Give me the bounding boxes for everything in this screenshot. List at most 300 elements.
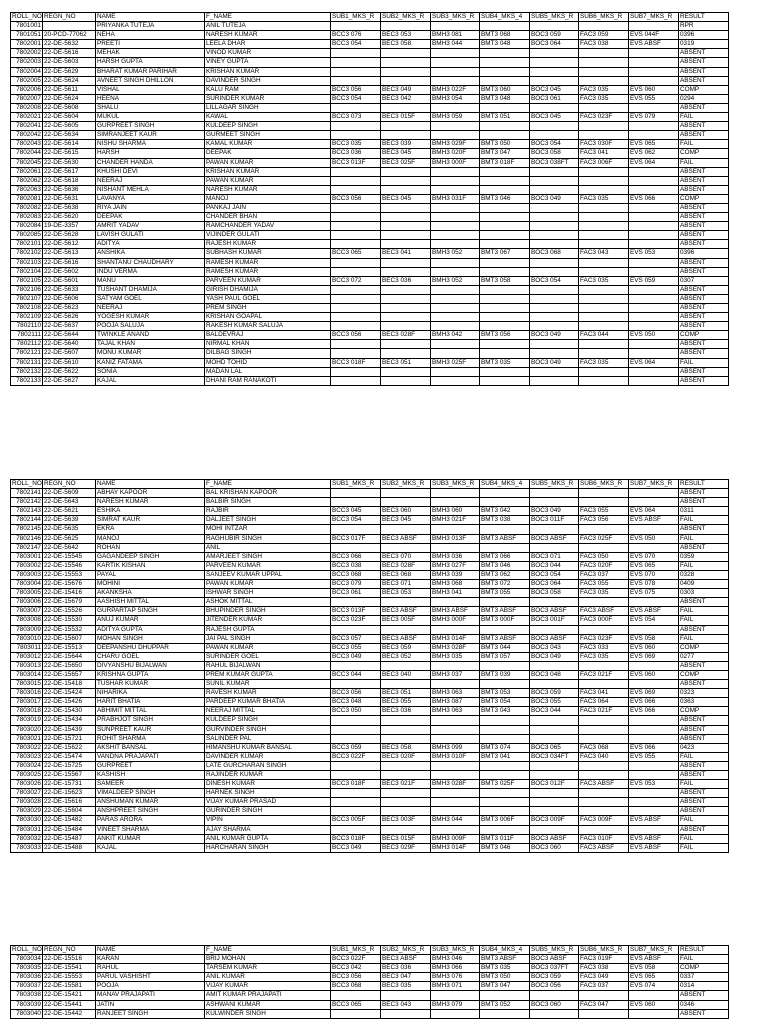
cell-sub5: BOC3 064: [530, 40, 579, 49]
table-row: [11, 670, 729, 679]
cell-sub5: BOC3 058: [530, 589, 579, 598]
cell-sub2: [381, 313, 431, 322]
cell-sub1: [331, 203, 381, 212]
cell-sub7: EVS 066: [629, 707, 679, 716]
cell-sub4: [480, 625, 530, 634]
cell-sub5: [530, 131, 579, 140]
cell-roll-no: 7803022: [11, 743, 43, 752]
cell-sub2: [381, 376, 431, 385]
table-row: [11, 982, 729, 991]
cell-name: AKANKSHA: [96, 589, 205, 598]
cell-regn-no: 22-DE-15442: [43, 1009, 96, 1018]
cell-roll-no: 7802041: [11, 122, 43, 131]
header-sub3: SUB3_MKS_R: [431, 946, 480, 955]
cell-sub2: [381, 680, 431, 689]
cell-f-name: AJAY SHARMA: [205, 825, 331, 834]
cell-sub1: [331, 789, 381, 798]
table-row: [11, 991, 729, 1000]
cell-f-name: HARCHARAN SINGH: [205, 843, 331, 852]
cell-sub4: BMT3 042: [480, 507, 530, 516]
cell-sub2: [381, 131, 431, 140]
cell-name: NEERAJ: [96, 304, 205, 313]
cell-result: ABSENT: [679, 213, 729, 222]
cell-sub4: BMT3 053: [480, 689, 530, 698]
cell-name: KHUSHI DEVI: [96, 167, 205, 176]
cell-sub4: [480, 761, 530, 770]
cell-sub7: [629, 789, 679, 798]
cell-regn-no: [43, 22, 96, 31]
cell-sub2: BEC3 051: [381, 358, 431, 367]
header-sub5: SUB5_MKS_R: [530, 946, 579, 955]
cell-sub2: BEC3 045: [381, 516, 431, 525]
cell-sub7: EVS 064: [629, 507, 679, 516]
cell-sub7: EVS ABSF: [629, 816, 679, 825]
header-sub1: SUB1_MKS_R: [331, 480, 381, 489]
cell-sub3: [431, 349, 480, 358]
cell-sub6: [579, 525, 629, 534]
cell-f-name: JITENDER KUMAR: [205, 616, 331, 625]
cell-roll-no: 7802145: [11, 525, 43, 534]
cell-sub6: [579, 258, 629, 267]
header-sub3: SUB3_MKS_R: [431, 480, 480, 489]
cell-sub5: [530, 825, 579, 834]
cell-sub1: BCC3 079: [331, 580, 381, 589]
cell-name: TWINKLE ANAND: [96, 331, 205, 340]
cell-sub4: [480, 680, 530, 689]
cell-sub1: [331, 176, 381, 185]
cell-sub5: BOC3 068: [530, 249, 579, 258]
cell-f-name: HARNEK SINGH: [205, 789, 331, 798]
cell-sub1: BCC3 017F: [331, 534, 381, 543]
cell-f-name: ISHWAR SINGH: [205, 589, 331, 598]
cell-roll-no: 7802104: [11, 267, 43, 276]
cell-sub6: [579, 103, 629, 112]
cell-sub2: [381, 231, 431, 240]
cell-roll-no: 7803013: [11, 661, 43, 670]
cell-sub1: [331, 222, 381, 231]
header-f-name: F_NAME: [205, 480, 331, 489]
cell-sub4: [480, 231, 530, 240]
table-row: [11, 76, 729, 85]
cell-regn-no: 22-DE-5604: [43, 113, 96, 122]
cell-name: KAJAL: [96, 376, 205, 385]
cell-result: FAIL: [679, 516, 729, 525]
cell-sub6: FAC3 064: [579, 698, 629, 707]
cell-sub1: [331, 825, 381, 834]
cell-result: FAIL: [679, 113, 729, 122]
cell-sub7: EVS ABSF: [629, 955, 679, 964]
cell-result: 0363: [679, 698, 729, 707]
cell-sub5: [530, 222, 579, 231]
cell-sub3: BMH3 041: [431, 589, 480, 598]
cell-sub5: [530, 76, 579, 85]
table-row: [11, 973, 729, 982]
cell-sub2: [381, 22, 431, 31]
cell-sub4: [480, 240, 530, 249]
cell-sub3: [431, 725, 480, 734]
cell-result: FAIL: [679, 158, 729, 167]
cell-sub4: BMT3 ABSF: [480, 607, 530, 616]
header-result: RESULT: [679, 13, 729, 22]
cell-regn-no: 20-PCD-77062: [43, 31, 96, 40]
cell-sub1: [331, 285, 381, 294]
cell-sub2: BEC3 068: [381, 570, 431, 579]
cell-roll-no: 7803037: [11, 982, 43, 991]
table-row: [11, 322, 729, 331]
cell-sub4: [480, 213, 530, 222]
cell-sub6: [579, 661, 629, 670]
cell-sub4: [480, 349, 530, 358]
cell-sub5: BOC3 064: [530, 580, 579, 589]
table-row: [11, 964, 729, 973]
cell-sub4: [480, 304, 530, 313]
cell-sub5: BOC3 060: [530, 1000, 579, 1009]
cell-regn-no: 22-DE-15424: [43, 689, 96, 698]
cell-sub4: [480, 22, 530, 31]
cell-name: VINEET SHARMA: [96, 825, 205, 834]
cell-f-name: NIRMAL KHAN: [205, 340, 331, 349]
cell-name: VANDNA PRAJAPATI: [96, 752, 205, 761]
cell-sub2: BEC3 045: [381, 149, 431, 158]
cell-result: FAIL: [679, 634, 729, 643]
cell-sub6: [579, 67, 629, 76]
cell-name: GAGANDEEP SINGH: [96, 552, 205, 561]
cell-sub1: BCC3 056: [331, 331, 381, 340]
cell-sub3: BMH3 052: [431, 249, 480, 258]
cell-regn-no: 22-DE-15418: [43, 680, 96, 689]
cell-result: COMP: [679, 964, 729, 973]
cell-roll-no: 7803027: [11, 789, 43, 798]
cell-f-name: KRISHAN KUMAR: [205, 67, 331, 76]
cell-sub1: BCC3 059: [331, 743, 381, 752]
cell-name: RIYA JAIN: [96, 203, 205, 212]
cell-sub7: EVS 059: [629, 276, 679, 285]
cell-sub3: BMH3 046: [431, 955, 480, 964]
cell-regn-no: 22-DE-5630: [43, 158, 96, 167]
cell-sub6: [579, 1009, 629, 1018]
cell-sub6: [579, 798, 629, 807]
cell-sub2: [381, 367, 431, 376]
cell-sub4: [480, 725, 530, 734]
cell-name: RANJEET SINGH: [96, 1009, 205, 1018]
table-row: [11, 304, 729, 313]
cell-sub7: [629, 680, 679, 689]
cell-sub4: BMT3 068: [480, 31, 530, 40]
cell-sub5: BOC3 055: [530, 698, 579, 707]
cell-sub4: BMT3 041: [480, 752, 530, 761]
cell-sub6: [579, 498, 629, 507]
cell-sub7: EVS 050: [629, 331, 679, 340]
cell-regn-no: 22-DE-15434: [43, 716, 96, 725]
cell-sub3: [431, 807, 480, 816]
cell-regn-no: 22-DE-5620: [43, 213, 96, 222]
cell-regn-no: 22-DE-5602: [43, 267, 96, 276]
cell-sub5: [530, 367, 579, 376]
cell-sub4: [480, 131, 530, 140]
cell-sub7: EVS 064: [629, 358, 679, 367]
cell-sub4: [480, 322, 530, 331]
cell-sub3: BMH3 081: [431, 31, 480, 40]
header-sub7: SUB7_MKS_R: [629, 480, 679, 489]
cell-sub6: FAC3 038: [579, 964, 629, 973]
cell-sub5: BOC3 044: [530, 707, 579, 716]
table-row: [11, 752, 729, 761]
cell-sub4: BMT3 043: [480, 707, 530, 716]
cell-sub2: BEC3 055: [381, 698, 431, 707]
cell-sub2: [381, 222, 431, 231]
result-table-2: [10, 479, 729, 853]
cell-sub5: [530, 213, 579, 222]
cell-sub1: BCC3 022F: [331, 752, 381, 761]
cell-sub4: [480, 185, 530, 194]
cell-result: ABSENT: [679, 807, 729, 816]
cell-regn-no: 22-DE-15426: [43, 698, 96, 707]
cell-sub6: [579, 22, 629, 31]
cell-sub3: BMH3 010F: [431, 752, 480, 761]
cell-sub4: [480, 825, 530, 834]
cell-sub6: [579, 240, 629, 249]
cell-sub7: [629, 543, 679, 552]
cell-result: ABSENT: [679, 122, 729, 131]
cell-sub1: [331, 167, 381, 176]
cell-sub2: BEC3 053: [381, 31, 431, 40]
table-header-row: [11, 480, 729, 489]
cell-sub3: BMH3 052: [431, 276, 480, 285]
cell-sub7: [629, 498, 679, 507]
cell-sub3: [431, 498, 480, 507]
table-row: [11, 734, 729, 743]
cell-sub5: BOC3 045: [530, 113, 579, 122]
header-sub6: SUB6_MKS_R: [579, 946, 629, 955]
cell-f-name: SUBHASH KUMAR: [205, 249, 331, 258]
cell-sub6: FAC3 043: [579, 249, 629, 258]
cell-name: KANIZ FATAMA: [96, 358, 205, 367]
cell-sub5: BOC3 059: [530, 689, 579, 698]
cell-result: FAIL: [679, 607, 729, 616]
table-row: [11, 634, 729, 643]
cell-sub6: FAC3 037: [579, 570, 629, 579]
cell-sub6: [579, 543, 629, 552]
cell-f-name: BHUPINDER SINGH: [205, 607, 331, 616]
table-row: [11, 213, 729, 222]
cell-sub1: [331, 122, 381, 131]
cell-sub1: [331, 498, 381, 507]
cell-roll-no: 7803014: [11, 670, 43, 679]
cell-sub2: [381, 258, 431, 267]
cell-name: MONU KUMAR: [96, 349, 205, 358]
cell-sub6: [579, 825, 629, 834]
cell-sub6: [579, 313, 629, 322]
cell-sub6: [579, 349, 629, 358]
header-sub5: SUB5_MKS_R: [530, 480, 579, 489]
table-row: [11, 249, 729, 258]
cell-result: FAIL: [679, 140, 729, 149]
cell-regn-no: 22-DE-5625: [43, 534, 96, 543]
cell-sub1: BCC3 038: [331, 561, 381, 570]
cell-roll-no: 7802143: [11, 507, 43, 516]
cell-sub4: [480, 798, 530, 807]
cell-sub5: BOC3 054: [530, 140, 579, 149]
cell-name: ADITYA GUPTA: [96, 625, 205, 634]
cell-sub5: BOC3 ABSF: [530, 834, 579, 843]
cell-f-name: DAVINDER KUMAR: [205, 752, 331, 761]
cell-roll-no: 7802101: [11, 240, 43, 249]
cell-sub6: [579, 716, 629, 725]
cell-sub2: [381, 498, 431, 507]
cell-sub3: BMH3 054: [431, 94, 480, 103]
cell-sub5: [530, 376, 579, 385]
cell-roll-no: 7803011: [11, 643, 43, 652]
cell-sub3: BMH3 020F: [431, 149, 480, 158]
table-row: [11, 680, 729, 689]
cell-sub2: [381, 991, 431, 1000]
cell-sub2: [381, 213, 431, 222]
cell-sub3: BMH3 099: [431, 743, 480, 752]
cell-f-name: KAWAL: [205, 113, 331, 122]
cell-roll-no: 7803023: [11, 752, 43, 761]
cell-sub7: EVS ABSF: [629, 516, 679, 525]
cell-roll-no: 7802021: [11, 113, 43, 122]
cell-regn-no: 22-DE-5639: [43, 516, 96, 525]
cell-sub7: EVS 053: [629, 249, 679, 258]
cell-sub7: [629, 167, 679, 176]
table-row: [11, 652, 729, 661]
cell-sub5: [530, 525, 579, 534]
cell-sub2: BEC3 003F: [381, 816, 431, 825]
cell-sub7: [629, 1009, 679, 1018]
cell-name: GURPREET SINGH: [96, 122, 205, 131]
cell-sub1: [331, 367, 381, 376]
cell-sub3: [431, 22, 480, 31]
cell-sub3: [431, 231, 480, 240]
cell-name: GURPARTAP SINGH: [96, 607, 205, 616]
table-row: [11, 616, 729, 625]
cell-f-name: ANIL KUMAR: [205, 973, 331, 982]
cell-sub3: [431, 285, 480, 294]
cell-regn-no: 22-DE-15545: [43, 552, 96, 561]
cell-result: ABSENT: [679, 294, 729, 303]
cell-regn-no: 22-DE-15487: [43, 834, 96, 843]
cell-sub4: BMT3 048: [480, 40, 530, 49]
header-regn-no: REGN_NO: [43, 480, 96, 489]
cell-sub7: EVS 058: [629, 964, 679, 973]
table-row: [11, 222, 729, 231]
cell-sub1: BCC3 056: [331, 194, 381, 203]
cell-sub5: [530, 340, 579, 349]
cell-roll-no: 7802142: [11, 498, 43, 507]
header-sub7: SUB7_MKS_R: [629, 946, 679, 955]
cell-sub7: [629, 761, 679, 770]
cell-sub3: BMH3 025F: [431, 358, 480, 367]
cell-sub4: BMT3 066: [480, 552, 530, 561]
cell-f-name: RAJESH GUPTA: [205, 625, 331, 634]
cell-name: AKSHIT BANSAL: [96, 743, 205, 752]
cell-sub1: [331, 625, 381, 634]
cell-roll-no: 7803003: [11, 570, 43, 579]
cell-name: KRISHNA GUPTA: [96, 670, 205, 679]
cell-result: ABSENT: [679, 131, 729, 140]
cell-roll-no: 7802131: [11, 358, 43, 367]
cell-f-name: VIPIN: [205, 816, 331, 825]
cell-sub6: [579, 294, 629, 303]
cell-regn-no: 22-DE-5609: [43, 489, 96, 498]
cell-sub2: [381, 167, 431, 176]
cell-sub4: [480, 176, 530, 185]
cell-sub5: [530, 267, 579, 276]
cell-roll-no: 7802006: [11, 85, 43, 94]
cell-name: MOHAN SINGH: [96, 634, 205, 643]
cell-roll-no: 7803012: [11, 652, 43, 661]
cell-sub3: BMH3 068: [431, 580, 480, 589]
cell-sub7: [629, 213, 679, 222]
cell-regn-no: 22-DE-5614: [43, 140, 96, 149]
cell-sub7: [629, 340, 679, 349]
cell-sub6: [579, 680, 629, 689]
cell-name: KARAN: [96, 955, 205, 964]
cell-roll-no: 7803036: [11, 973, 43, 982]
cell-sub7: EVS ABSF: [629, 607, 679, 616]
cell-result: FAIL: [679, 616, 729, 625]
cell-f-name: PANKAJ JAIN: [205, 203, 331, 212]
header-sub7: SUB7_MKS_R: [629, 13, 679, 22]
table-row: [11, 94, 729, 103]
cell-regn-no: 22-DE-15526: [43, 607, 96, 616]
cell-roll-no: 7802085: [11, 231, 43, 240]
cell-f-name: GURMEET SINGH: [205, 131, 331, 140]
cell-regn-no: 22-DE-15416: [43, 589, 96, 598]
cell-sub5: BOC3 058: [530, 149, 579, 158]
cell-sub2: BEC3 045: [381, 194, 431, 203]
cell-sub5: [530, 294, 579, 303]
header-sub4: SUB4_MKS_4: [480, 480, 530, 489]
cell-sub1: [331, 240, 381, 249]
cell-sub6: FAC3 010F: [579, 834, 629, 843]
cell-result: FAIL: [679, 843, 729, 852]
cell-sub4: [480, 376, 530, 385]
cell-sub3: [431, 798, 480, 807]
table-row: [11, 22, 729, 31]
cell-result: 0314: [679, 982, 729, 991]
cell-sub6: FAC3 035: [579, 652, 629, 661]
cell-roll-no: 7802002: [11, 49, 43, 58]
cell-sub4: [480, 489, 530, 498]
cell-sub1: [331, 294, 381, 303]
cell-sub3: [431, 222, 480, 231]
cell-result: ABSENT: [679, 734, 729, 743]
cell-sub2: BEC3 059: [381, 643, 431, 652]
cell-sub4: BMT3 056: [480, 331, 530, 340]
table-row: [11, 525, 729, 534]
cell-result: ABSENT: [679, 725, 729, 734]
header-sub2: SUB2_MKS_R: [381, 480, 431, 489]
cell-sub1: [331, 489, 381, 498]
cell-name: MOHINI: [96, 580, 205, 589]
cell-result: 0346: [679, 1000, 729, 1009]
cell-sub2: BEC3 058: [381, 40, 431, 49]
cell-roll-no: 7803031: [11, 825, 43, 834]
cell-result: ABSENT: [679, 313, 729, 322]
header-regn-no: REGN_NO: [43, 946, 96, 955]
cell-result: COMP: [679, 149, 729, 158]
table-row: [11, 176, 729, 185]
cell-sub2: BEC3 036: [381, 707, 431, 716]
cell-sub2: [381, 825, 431, 834]
header-sub1: SUB1_MKS_R: [331, 13, 381, 22]
cell-sub4: [480, 991, 530, 1000]
cell-name: ANSHIKA: [96, 249, 205, 258]
cell-roll-no: 7803004: [11, 580, 43, 589]
cell-regn-no: 22-DE-5601: [43, 276, 96, 285]
